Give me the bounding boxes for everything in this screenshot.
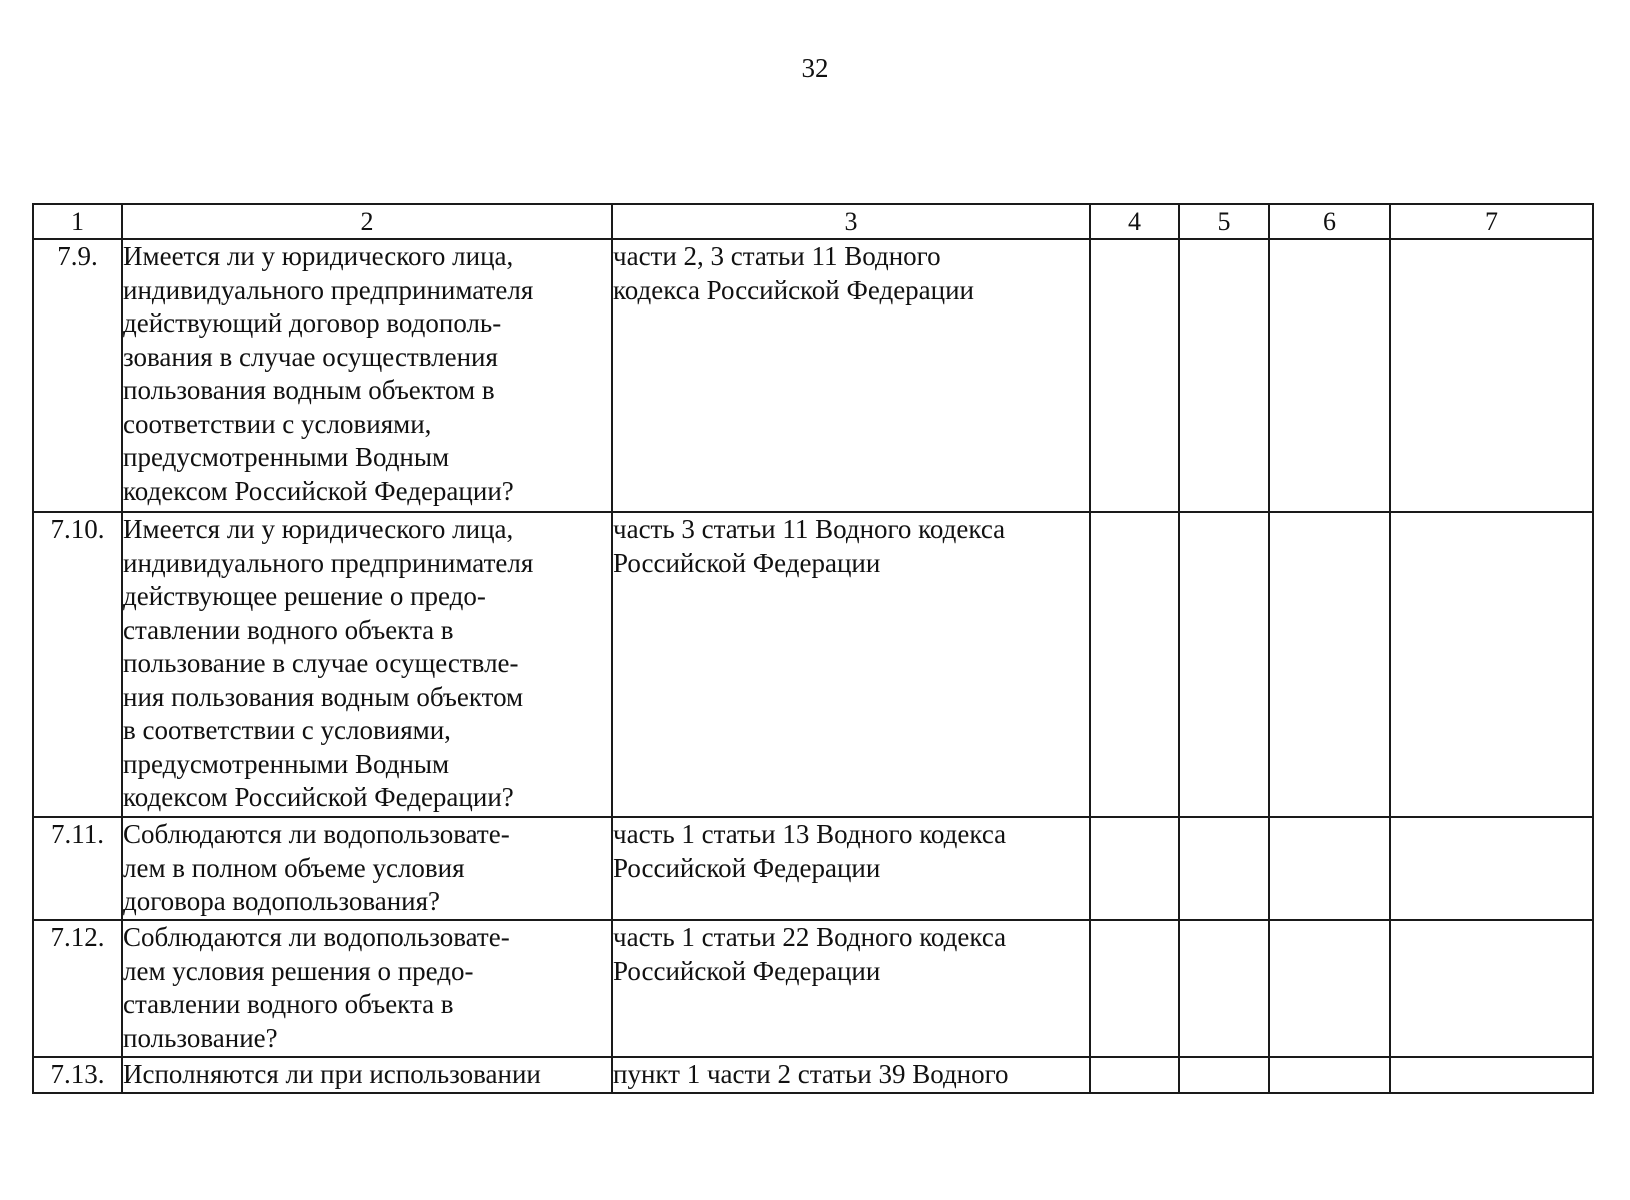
empty-cell-col-7 — [1390, 920, 1593, 1057]
empty-cell-col-5 — [1179, 920, 1269, 1057]
header-col-4: 4 — [1090, 204, 1179, 239]
question-line: действующий договор водополь- — [123, 308, 502, 338]
question-line: зования в случае осуществления — [123, 341, 498, 372]
reference-line: часть 1 статьи 22 Водного кодекса — [613, 922, 1007, 952]
empty-cell-col-6 — [1269, 1057, 1390, 1093]
question-line: Имеется ли у юридического лица, — [123, 241, 514, 271]
checklist-table — [32, 203, 1594, 1094]
question-line: кодексом Российской Федерации? — [123, 475, 514, 506]
row-number: 7.12. — [33, 920, 122, 1057]
header-col-1: 1 — [33, 204, 122, 239]
empty-cell-col-5 — [1179, 239, 1269, 512]
question-line: пользование? — [123, 1022, 278, 1053]
row-number: 7.10. — [33, 512, 122, 817]
empty-cell-col-7 — [1390, 512, 1593, 817]
empty-cell-col-7 — [1390, 817, 1593, 920]
empty-cell-col-6 — [1269, 817, 1390, 920]
reference-cell — [612, 512, 1090, 817]
question-line: действующее решение о предо- — [123, 581, 486, 611]
reference-line: часть 1 статьи 13 Водного кодекса — [613, 819, 1007, 849]
reference-line: части 2, 3 статьи 11 Водного — [613, 241, 941, 271]
page-number: 32 — [801, 53, 829, 83]
question-line: индивидуального предпринимателя — [123, 547, 534, 578]
table-row — [33, 817, 1593, 920]
reference-cell — [612, 239, 1090, 512]
empty-cell-col-6 — [1269, 920, 1390, 1057]
row-number: 7.9. — [33, 239, 122, 512]
reference-line: Российской Федерации — [613, 547, 881, 578]
row-number: 7.11. — [33, 817, 122, 920]
empty-cell-col-4 — [1090, 1057, 1179, 1093]
question-line: ставлении водного объекта в — [123, 989, 454, 1019]
question-line: пользования водным объектом в — [123, 375, 495, 405]
empty-cell-col-4 — [1090, 239, 1179, 512]
reference-cell — [612, 1057, 1090, 1093]
empty-cell-col-7 — [1390, 239, 1593, 512]
header-col-5: 5 — [1179, 204, 1269, 239]
question-line: индивидуального предпринимателя — [123, 274, 534, 305]
row-number: 7.13. — [33, 1057, 122, 1093]
reference-cell — [612, 920, 1090, 1057]
question-line: в соответствии с условиями, — [123, 715, 451, 745]
reference-line: Российской Федерации — [613, 852, 881, 883]
question-line: ния пользования водным объектом — [123, 681, 524, 712]
empty-cell-col-5 — [1179, 1057, 1269, 1093]
reference-line: кодекса Российской Федерации — [613, 274, 975, 305]
empty-cell-col-4 — [1090, 817, 1179, 920]
question-line: ставлении водного объекта в — [123, 614, 454, 645]
question-cell — [122, 920, 612, 1057]
empty-cell-col-5 — [1179, 512, 1269, 817]
question-line: кодексом Российской Федерации? — [123, 782, 514, 812]
question-line: предусмотренными Водным — [123, 748, 450, 779]
empty-cell-col-7 — [1390, 1057, 1593, 1093]
question-cell — [122, 512, 612, 817]
question-line: Соблюдаются ли водопользовате- — [123, 819, 510, 849]
table-row — [33, 512, 1593, 817]
question-cell — [122, 239, 612, 512]
table-row — [33, 239, 1593, 512]
table-row — [33, 920, 1593, 1057]
header-col-3: 3 — [612, 204, 1090, 239]
empty-cell-col-6 — [1269, 512, 1390, 817]
question-line: лем условия решения о предо- — [123, 955, 474, 986]
question-line: предусмотренными Водным — [123, 442, 450, 472]
question-line: Соблюдаются ли водопользовате- — [123, 922, 510, 952]
header-col-6: 6 — [1269, 204, 1390, 239]
question-line: Исполняются ли при использовании — [123, 1059, 541, 1089]
reference-line: пункт 1 части 2 статьи 39 Водного — [613, 1059, 1009, 1089]
empty-cell-col-5 — [1179, 817, 1269, 920]
question-cell — [122, 1057, 612, 1093]
empty-cell-col-4 — [1090, 920, 1179, 1057]
question-line: Имеется ли у юридического лица, — [123, 514, 514, 544]
table-row — [33, 1057, 1593, 1093]
question-line: договора водопользования? — [123, 886, 441, 916]
question-line: соответствии с условиями, — [123, 408, 432, 439]
header-col-2: 2 — [122, 204, 612, 239]
question-cell — [122, 817, 612, 920]
empty-cell-col-6 — [1269, 239, 1390, 512]
reference-cell — [612, 817, 1090, 920]
question-line: пользование в случае осуществле- — [123, 648, 519, 678]
header-row — [33, 204, 1593, 239]
empty-cell-col-4 — [1090, 512, 1179, 817]
header-col-7: 7 — [1390, 204, 1593, 239]
reference-line: Российской Федерации — [613, 955, 881, 986]
question-line: лем в полном объеме условия — [123, 852, 465, 883]
reference-line: часть 3 статьи 11 Водного кодекса — [613, 514, 1006, 544]
